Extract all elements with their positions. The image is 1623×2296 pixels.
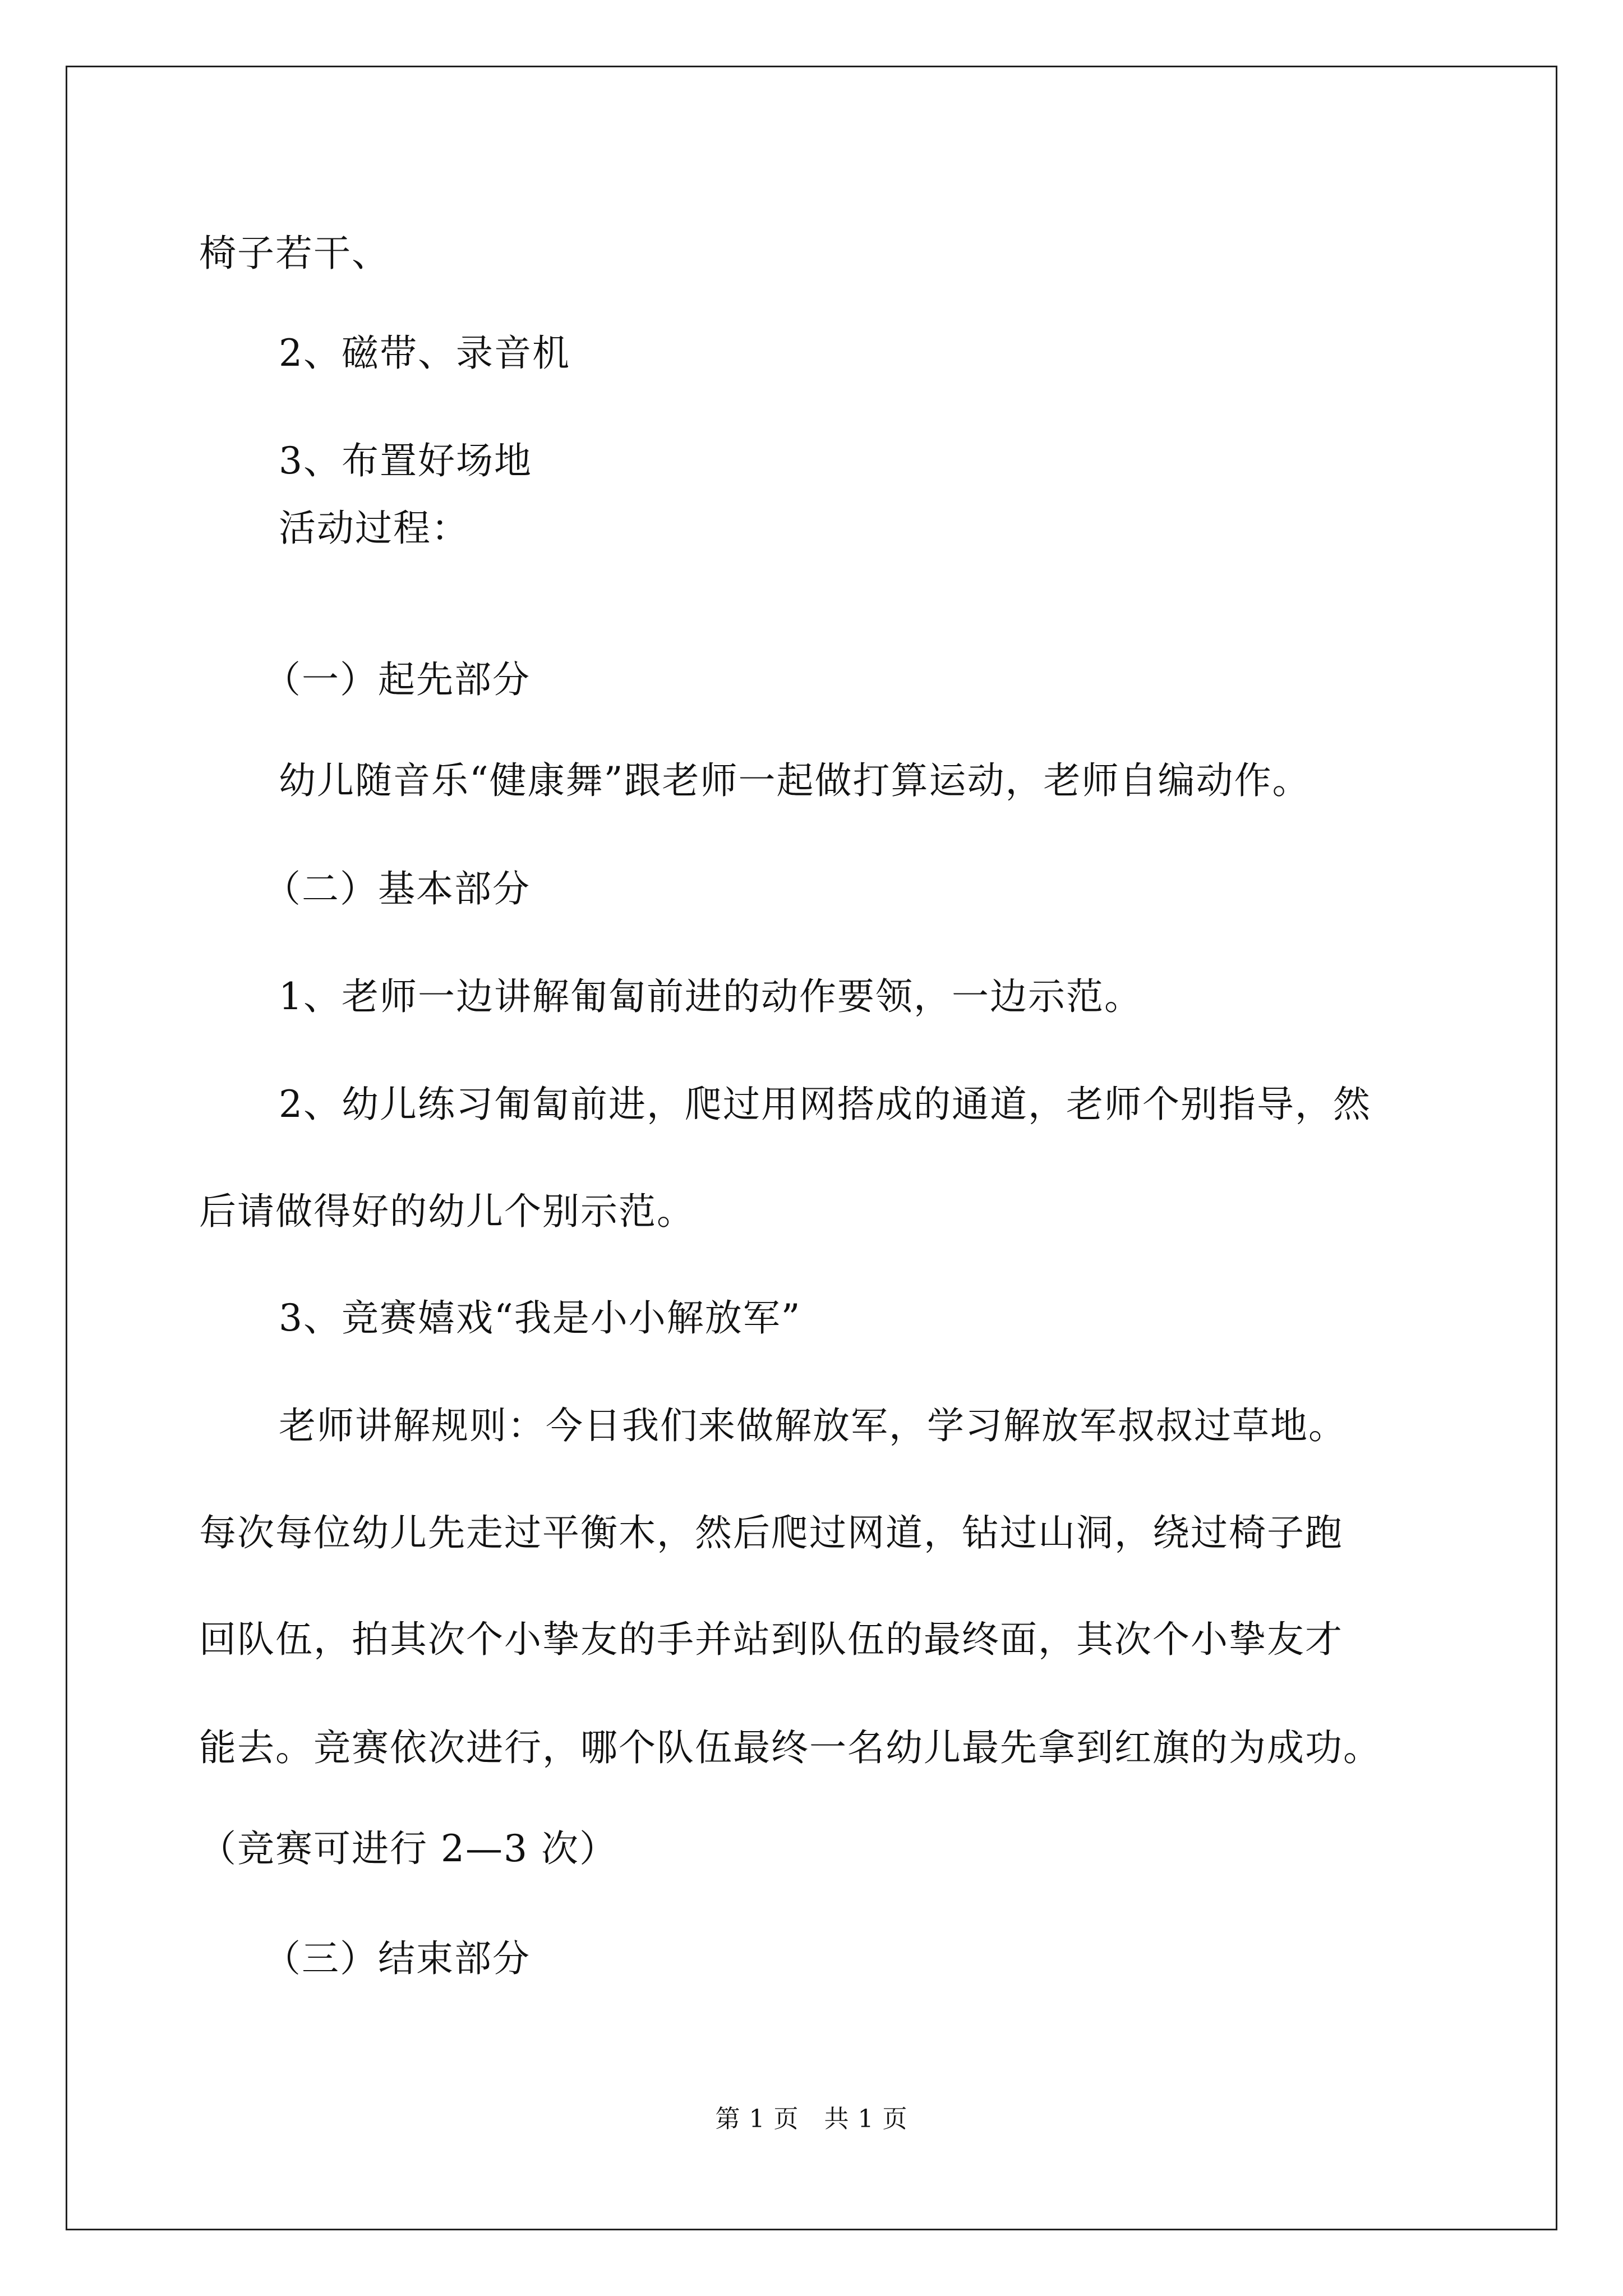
text-line-8: 1、老师一边讲解匍匐前进的动作要领，一边示范。 <box>279 975 1142 1018</box>
text-line-4: 活动过程： <box>279 507 469 550</box>
text-line-13: 每次每位幼儿先走过平衡木，然后爬过网道，钻过山洞，绕过椅子跑 <box>199 1511 1343 1554</box>
text-line-10: 后请做得好的幼儿个别示范。 <box>199 1190 695 1233</box>
text-line-12: 老师讲解规则：今日我们来做解放军，学习解放军叔叔过草地。 <box>279 1404 1347 1447</box>
text-line-2: 2、磁带、录音机 <box>279 332 570 375</box>
page-border <box>66 66 1557 2230</box>
text-line-6: 幼儿随音乐“健康舞”跟老师一起做打算运动，老师自编动作。 <box>279 759 1311 802</box>
text-line-1: 椅子若干、 <box>199 232 390 275</box>
page-footer: 第 1 页 共 1 页 <box>715 2105 908 2133</box>
text-line-15: 能去。竞赛依次进行，哪个队伍最终一名幼儿最先拿到红旗的为成功。 <box>199 1726 1381 1769</box>
text-line-11: 3、竞赛嬉戏“我是小小解放军” <box>279 1296 801 1340</box>
text-line-9: 2、幼儿练习匍匐前进，爬过用网搭成的通道，老师个别指导，然 <box>279 1083 1371 1126</box>
section-heading-1: （一）起先部分 <box>264 658 531 701</box>
section-heading-3: （三）结束部分 <box>264 1937 531 1980</box>
section-heading-2: （二）基本部分 <box>264 867 531 910</box>
text-line-3: 3、布置好场地 <box>279 439 532 482</box>
text-line-16: （竞赛可进行 2—3 次） <box>199 1827 617 1870</box>
text-line-14: 回队伍，拍其次个小挚友的手并站到队伍的最终面，其次个小挚友才 <box>199 1618 1343 1661</box>
